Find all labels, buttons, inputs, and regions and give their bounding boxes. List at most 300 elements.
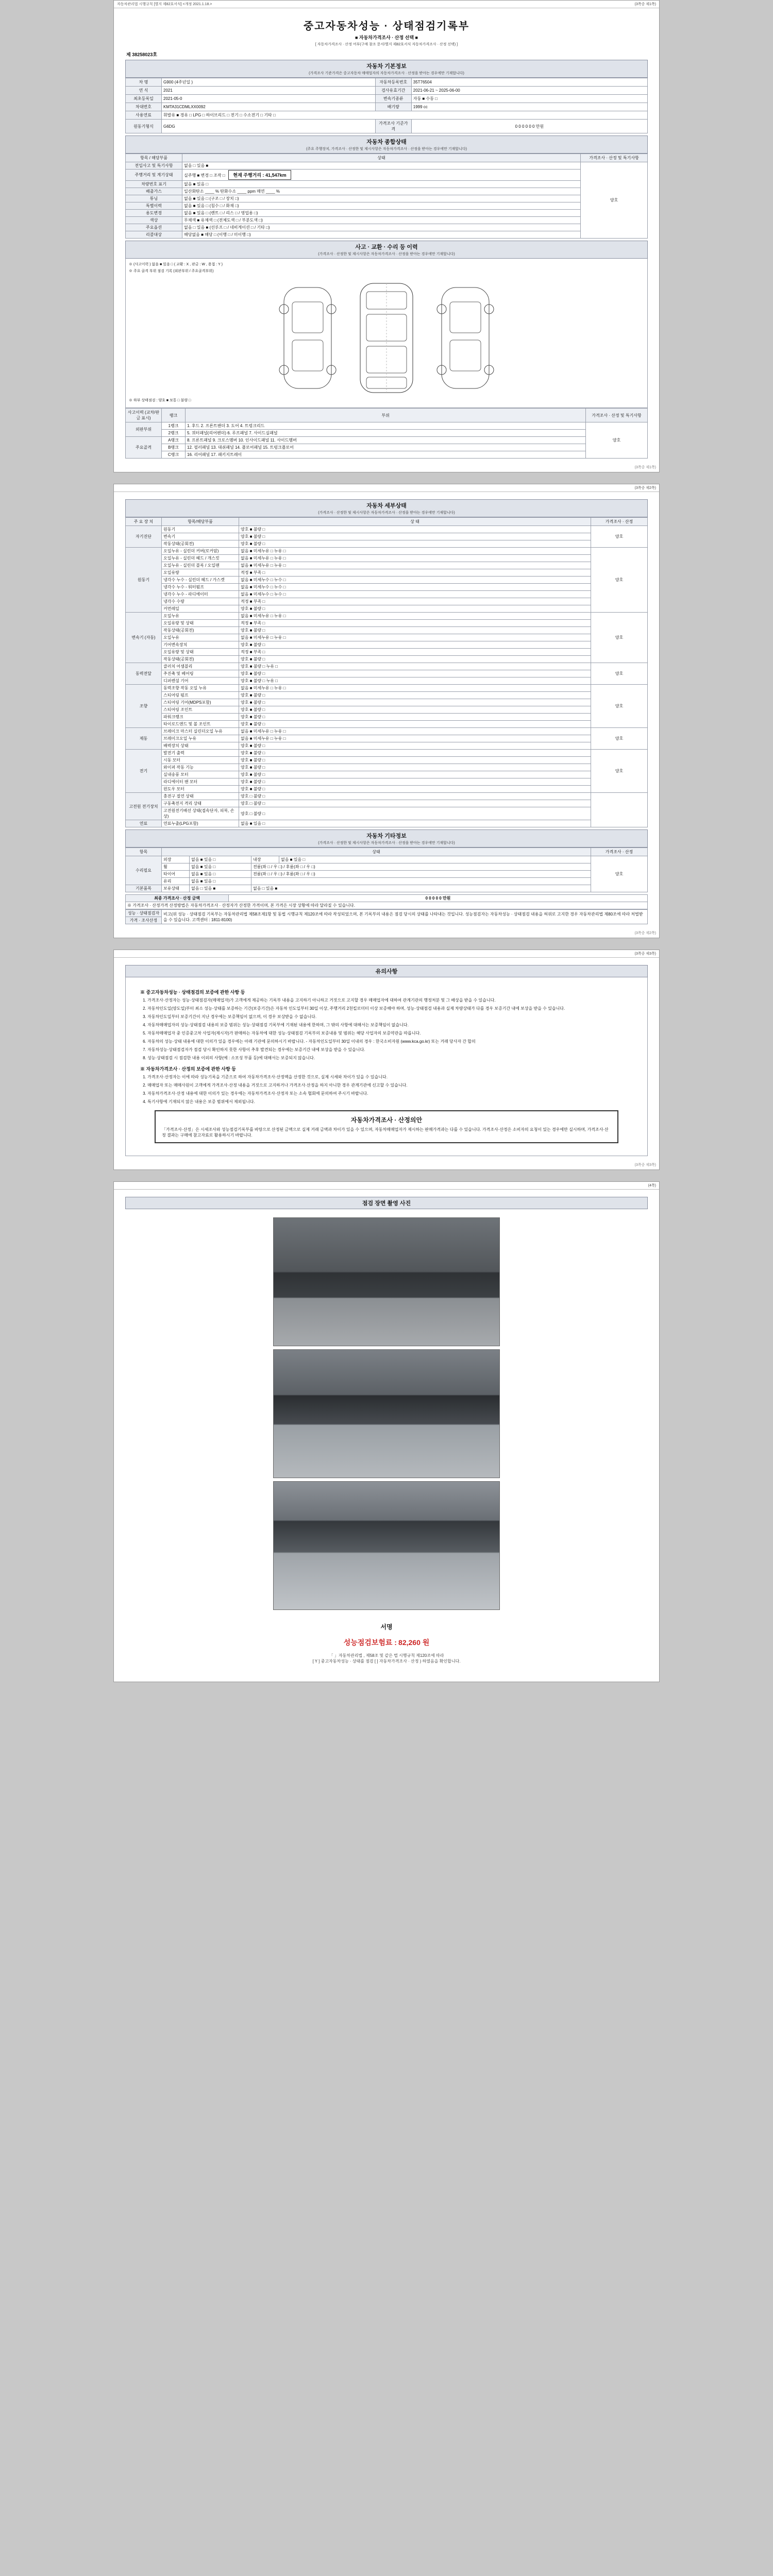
item-state: 없음 ■ 미세누유 □ 누유 □ [239,548,591,555]
group-standard-items: 기본품목 [126,885,162,892]
item-label: 스티어링 기어(MDPS포함) [162,699,239,706]
item-label: 냉각수 누수 - 라디에이터 [162,591,239,598]
list-item: 4. 특기사항에 기재되지 않은 내용은 보증 범위에서 제외됩니다. [147,1099,634,1105]
item-state: 양호 □ 불량 □ [239,793,591,800]
etc-item-state2: 없음 ■ 있음 □ [279,856,591,863]
diagram-legend-3: ※ 하부 상태점검 : 양호 ■ 보통 □ 불량 □ [129,399,191,402]
label-year: 연 식 [126,87,162,95]
row-value-special-history: 없음 ■ 있음 □ (침수 □ / 화재 □) [182,202,581,210]
section-accident-title: 사고 · 교환 · 수리 등 이력 [355,244,418,250]
item-state: 양호 ■ 불량 □ [239,656,591,663]
table-row [126,714,648,721]
table-row [126,627,648,634]
item-label: 작동상태(공회전) [162,627,239,634]
etc-item-label: 휠 [162,863,190,871]
etc-item-label2: 내장 [251,856,279,863]
etc-item-label: 외장 [162,856,190,863]
table-row [126,735,648,742]
item-label: 배력장치 상태 [162,742,239,750]
table-row [126,620,648,627]
item-label: 충전구 절연 상태 [162,793,239,800]
accident-diagram [125,259,648,408]
label-inspection-period: 검사유효기간 [375,87,411,95]
value-car-name: G900 (4주년일 ) [162,78,376,87]
page2-topbar [114,484,659,492]
table-row [126,111,648,120]
table-row [126,778,648,786]
insurance-fee-value: 82,260 원 [398,1638,430,1647]
table-row [126,562,648,569]
diagram-legend-1: ※ (사고이력 ) 없음 ■ 있음 □ ( 교환 : X , 판금 : W , 용접 : Y ) [129,263,223,266]
item-state: 양호 ■ 불량 □ [239,764,591,771]
list-item: 2. 자동차인도일(양도일)부터 최소 성능·상태를 보증하는 기간(보증기간)은 자동차 인도일부터 30일 이상, 주행거리 2천킬로미터 이상 보증해야 하며, 성능·상태점검 내용과 실제 차량상태가 다를 경우 보증기간 내에 보상을 받을 수 있습니다. [147,1006,634,1012]
table-row [126,605,648,613]
item-state: 적정 ■ 부족 □ [239,649,591,656]
table-row [126,750,648,757]
list-item: 1. 가격조사·산정자는 성능·상태점검자(매매업자)가 고객에게 제공하는 기록부 내용을 고지하기 아니하고 거짓으로 고지할 경우 매매업자에 대하여 관계기관의 행정처분 및 그 배상을 받을 수 있습니다. [147,997,634,1004]
label-displacement: 배기량 [375,103,411,111]
row-label-vin-mark: 차량번호 표기 [126,181,182,188]
item-label: 오일유량 [162,569,239,577]
item-state: 양호 ■ 불량 □ [239,757,591,764]
parts-rank-a: 8. 프론트패널 9. 크로스멤버 10. 인사이드패널 11. 사이드멤버 [186,437,586,444]
group-note-brake: 양호 [591,728,648,750]
page2-footer-mark: (3쪽중 제2쪽) [634,931,656,935]
value-transmission: 자동 ■ 수동 □ [411,95,647,103]
page2-left [117,486,118,490]
etc-table [125,848,648,892]
section-overall-note: (주요 주행장치, 가격조사 · 산정한 및 제시사항은 자동차가격조사 · 산정을 받아는 경우에만 기재합니다) [306,147,467,151]
page4-number: (4쪽) [648,1184,656,1188]
rank-b: B랭크 [162,444,186,451]
row-value-mileage [182,170,581,181]
sign-label-price: 가격 · 조사산정 [126,917,162,924]
etc-item-state: 없음 ■ 있음 □ [190,863,251,871]
overall-note-value: 양호 [581,162,648,239]
price-warning-body: 「가격조사·산정」은 시세조사와 성능점검기록부를 바탕으로 산정된 금액으로 실제 거래 금액과 차이가 있을 수 있으며, 자동차매매업자가 제시하는 판매가격과는 다를 수 있습니다. 가격조사·산정은 소비자의 요청이 있는 경우에만 실시하며, 가격조사·산정 결과는 구매에 참고자료로 활용하시기 바랍니다. [162,1127,609,1138]
table-header-row [126,518,648,526]
page4-topbar [114,1182,659,1190]
mileage-value: 현재 주행거리 : 41,547km [228,170,291,180]
item-label: 시동 모터 [162,757,239,764]
etc-item-label: 유리 [162,878,190,885]
car-side-left-diagram [277,278,339,397]
item-label: 오일누유 - 실린더 블록 / 오일팬 [162,562,239,569]
col-state: 상태 [182,154,581,162]
item-state: 양호 ■ 불량 □ 누유 □ [239,663,591,670]
item-state: 양호 ■ 불량 □ [239,605,591,613]
etc-item-label: 타이어 [162,871,190,878]
row-value-color: 무채색 ■ 유채색 □ (전체도색 □ / 부분도색 □) [182,217,581,224]
item-state: 없음 ■ 미세누유 □ 누유 □ [239,634,591,641]
item-state: 양호 ■ 불량 □ [239,540,591,548]
row-value-accident: 없음 □ 있음 ■ [182,162,581,170]
col-parts: 부위 [186,409,586,422]
document-sub-note: [ 자동차가격조사 · 산정 여부(구매 참조 문서/별지 제82호서식 자동차가격조사 · 산정 선택) ] [315,43,458,46]
table-row [126,895,648,902]
parts-rank-c: 16. 리어패널 17. 패키지트레이 [186,451,586,459]
item-state: 양호 ■ 불량 □ [239,670,591,677]
table-row [126,569,648,577]
page1-footer-mark: (3쪽중 제1쪽) [634,466,656,469]
table-header-row [126,409,648,422]
rank-1: 1랭크 [162,422,186,430]
item-state: 양호 ■ 불량 □ [239,627,591,634]
label-vin: 차대번호 [126,103,162,111]
etc-item-state: 없음 □ 있음 ■ [190,885,251,892]
table-row [126,634,648,641]
list-item: 7. 자동차성능·상태점검자가 점검 당시 확인하지 못한 사항이 추후 발견되는 경우에는 보증기간 내에 보상을 받을 수 있습니다. [147,1047,634,1053]
value-first-reg: 2021-05-0 [162,95,376,103]
table-row [126,771,648,778]
sign-label-performance: 성능 · 상태점검자 [126,910,162,917]
list-item: 2. 매매업자 또는 매매사원이 고객에게 가격조사·산정 내용을 거짓으로 고지하거나 가격조사·산정을 하지 아니한 경우 관계기관에 신고할 수 있습니다. [147,1082,634,1089]
insurance-fee-label: 성능점검보험료 : [343,1638,397,1647]
label-car-name: 차 명 [126,78,162,87]
table-row [126,613,648,620]
col-main-device: 주 요 장 치 [126,518,162,526]
notice-list-2 [139,1074,634,1105]
photo-gallery [125,1209,648,1618]
group-self-diagnosis: 자기진단 [126,526,162,548]
diagram-legend-2: ※ 주요 골격 부위 점검 기록 (외판부위 / 주요골격부위) [129,269,214,273]
damage-rank-table [125,408,648,459]
table-header-row [126,154,648,162]
price-summary-table [125,894,648,909]
table-row [126,885,648,892]
section-detail-note: (가격조사 · 산정한 및 제시사항은 자동차가격조사 · 산정을 받아는 경우에만 기재합니다) [318,511,455,515]
item-state: 양호 ■ 불량 □ [239,786,591,793]
signature-table [125,909,648,924]
page-1 [113,0,660,472]
page4-left [117,1184,118,1188]
rank-a: A랭크 [162,437,186,444]
col-detail-note: 가격조사 · 산정 [591,518,648,526]
group-outer-panel: 외판부위 [126,422,162,437]
item-state: 양호 ■ 불량 □ [239,721,591,728]
group-fuel: 연료 [126,820,162,827]
sign-statement: 비고(위 성능 · 상태점검 기록부는 자동차관리법 제58조제1항 및 동법 시행규칙 제120조에 따라 작성되었으며, 본 기록부의 내용은 점검 당시의 상태를 나타내는 것입니다. 성능점검자는 자동차성능 · 상태점검 내용을 허위로 고지한 경우 자동차관리법 제80조에 따라 처벌받을 수 있습니다. 고객센터 : 1811-8100) [162,910,648,924]
table-row [126,584,648,591]
row-label-recall: 리콜대상 [126,231,182,239]
row-value-usage-change: 없음 ■ 있음 □ (렌트 □ / 리스 □ / 영업용 □) [182,210,581,217]
item-state: 적정 ■ 부족 □ [239,569,591,577]
group-transmission: 변속기 (자동) [126,613,162,663]
table-row [126,451,648,459]
table-row [126,188,648,195]
table-row [126,224,648,231]
col-etc-note: 가격조사 · 산정 [591,848,648,856]
section-etc-note: (가격조사 · 산정한 및 제시사항은 자동차가격조사 · 산정을 받아는 경우에만 기재합니다) [318,841,455,845]
table-row [126,120,648,133]
table-row [126,728,648,735]
item-label: 오일유량 및 상태 [162,649,239,656]
car-top-diagram [343,278,430,397]
page-topbar [114,1,659,8]
group-note-steering: 양호 [591,685,648,728]
item-state: 없음 ■ 미세누유 □ 누유 □ [239,613,591,620]
page3-number: (3쪽중 제3쪽) [634,952,656,956]
item-label: 오일누유 [162,634,239,641]
parts-rank-2: 5. 쿼터패널(리어펜더) 6. 루프패널 7. 사이드실패널 [186,430,586,437]
inspection-photo-rear [273,1481,500,1610]
notice-group-2-title: ※ 자동차가격조사 · 산정의 보증에 관한 사항 등 [140,1066,236,1072]
footer-line-1: 「 」자동차관리법 , 제58조 및 같은 법 시행규칙 제120조에 따라 [329,1653,444,1658]
item-label: 오일누유 [162,613,239,620]
page-3 [113,950,660,1170]
page3-topbar [114,950,659,958]
etc-item-state2 [251,878,591,885]
table-row [126,663,648,670]
page-4 [113,1181,660,1682]
table-row [126,591,648,598]
item-state: 없음 ■ 미세누유 □ 누유 □ [239,685,591,692]
item-label: 타이로드엔드 및 볼 조인트 [162,721,239,728]
section-basic-info [125,60,648,78]
table-row [126,195,648,202]
value-inspection-period: 2021-06-21 ~ 2025-06-00 [411,87,647,95]
section-overall [125,135,648,154]
rank-c: C랭크 [162,451,186,459]
table-row [126,217,648,224]
section-etc [125,829,648,848]
group-engine: 원동기 [126,548,162,613]
final-price-label: 최종 가격조사 · 산정 금액 [126,895,229,902]
item-state: 없음 ■ 미세누수 □ 누수 □ [239,577,591,584]
item-state: 양호 ■ 불량 □ [239,714,591,721]
row-label-options: 주요옵션 [126,224,182,231]
table-row [126,685,648,692]
price-warning-box [155,1110,618,1143]
row-label-tuning: 튜닝 [126,195,182,202]
value-displacement: 1999 cc [411,103,647,111]
item-state: 양호 ■ 불량 □ [239,692,591,699]
col-condition: 상 태 [239,518,591,526]
table-row [126,742,648,750]
item-state: 없음 ■ 미세누유 □ 누유 □ [239,728,591,735]
notice-list-1 [139,997,634,1061]
car-diagram-figure [129,275,644,398]
table-row [126,649,648,656]
table-row [126,670,648,677]
table-row [126,170,648,181]
table-row [126,210,648,217]
mileage-state: 실주행 ■ 변경 □ 조작 □ [184,173,225,178]
table-row [126,181,648,188]
item-state: 없음 ■ 미세누유 □ 누유 □ [239,562,591,569]
item-label: 디퍼렌셜 기어 [162,677,239,685]
group-power-transfer: 동력전달 [126,663,162,685]
item-label: 추진축 및 베어링 [162,670,239,677]
table-header-row [126,848,648,856]
item-state: 양호 ■ 불량 □ [239,526,591,533]
group-frame: 주요골격 [126,437,162,459]
overall-table [125,154,648,239]
form-reference: 자동차관리법 시행규칙 [별지 제82호서식] <개정 2021.1.18.> [117,3,212,6]
final-price-note: ※ 가격조사 · 산정가격 산정방법은 자동차가격조사 · 산정자가 산정한 가격이며, 본 가격은 시장 상황에 따라 달라질 수 있습니다. [126,902,648,909]
table-row [126,692,648,699]
table-row [126,641,648,649]
row-label-color: 색상 [126,217,182,224]
item-state: 없음 ■ 미세누유 □ 누유 □ [239,735,591,742]
list-item: 6. 자동차의 성능·상태 내용에 대한 이의가 있을 경우에는 아래 기관에 문의하시기 바랍니다. - 자동차인도일부터 30일 이내의 경우 : 한국소비자원 (www.kca.go.kr) 또는 거래 당사자 간 합의 [147,1039,634,1045]
item-label: 오일누유 - 실린더 헤드 / 개스킷 [162,555,239,562]
table-row [126,800,648,807]
col-rank: 랭크 [162,409,186,422]
section-detail [125,499,648,517]
item-label: 오일유량 및 상태 [162,620,239,627]
item-label: 파워크랭크 [162,714,239,721]
col-etc-item: 항목 [126,848,162,856]
col-sub-item: 항목/해당부품 [162,518,239,526]
list-item: 1. 가격조사·산정자는 이에 따라 성능기록을 기준으로 하여 자동차가격조사·산정액을 산정한 것으로, 실제 시세와 차이가 있을 수 있습니다. [147,1074,634,1080]
item-label: 냉각수 누수 - 실린더 헤드 / 가스켓 [162,577,239,584]
label-fuel: 사용연료 [126,111,162,120]
item-state: 없음 ■ 미세누유 □ 누유 □ [239,555,591,562]
item-label: 스티어링 펌프 [162,692,239,699]
row-label-mileage: 주행거리 및 계기상태 [126,170,182,181]
item-state: 적정 ■ 부족 □ [239,598,591,605]
row-value-tuning: 없음 ■ 있음 □ (구조 □ / 장치 □) [182,195,581,202]
item-label: 스티어링 조인트 [162,706,239,714]
section-etc-title: 자동차 기타정보 [366,833,407,839]
signature-section [125,1618,648,1668]
item-label: 변속기 [162,533,239,540]
table-row [126,902,648,909]
value-engine-type: G6DG [162,120,376,133]
item-label: 작동상태(공회전) [162,656,239,663]
table-row [126,721,648,728]
etc-item-state2: 없음 □ 있음 ■ [251,885,591,892]
item-label: 라디에이터 팬 모터 [162,778,239,786]
list-item: 3. 자동차가격조사·산정 내용에 대한 이의가 있는 경우에는 자동차가격조사·산정자 또는 소속 협회에 문의하여 주시기 바랍니다. [147,1091,634,1097]
item-label: 기어변속장치 [162,641,239,649]
item-state: 양호 ■ 불량 □ [239,750,591,757]
signature-title: 서명 [380,1623,393,1631]
table-row [126,437,648,444]
item-state: 양호 ■ 불량 □ [239,533,591,540]
table-row [126,820,648,827]
col-etc-state: 상태 [162,848,591,856]
table-row [126,757,648,764]
basic-info-table [125,78,648,133]
item-label: 브레이크 마스터 실린더오일 누유 [162,728,239,735]
table-row [126,430,648,437]
table-row [126,656,648,663]
table-row [126,807,648,820]
item-label: 원동기 [162,526,239,533]
row-value-emission: 일산화탄소 ____ % 탄화수소 ____ ppm 매연 ____ % [182,188,581,195]
label-plate: 자동차등록번호 [375,78,411,87]
row-label-usage-change: 용도변경 [126,210,182,217]
table-row [126,598,648,605]
group-high-voltage: 고전원 전기장치 [126,793,162,820]
item-label: 연료누출(LPG포함) [162,820,239,827]
table-row [126,555,648,562]
section-accident [125,241,648,259]
item-label: 윈도우 모터 [162,786,239,793]
item-state: 양호 □ 불량 □ [239,800,591,807]
item-label: 브레이크오일 누유 [162,735,239,742]
col-part-group: 사고이력 (교차/판금 표시) [126,409,162,422]
final-price-value: 0 0 0 0 0 만원 [229,895,648,902]
table-row [126,863,648,871]
value-fuel: 휘발유 ■ 경유 □ LPG □ 하이브리드 □ 전기 □ 수소전기 □ 기타 □ [162,111,648,120]
item-state: 양호 ■ 불량 □ [239,778,591,786]
etc-item-label: 보유상태 [162,885,190,892]
inspection-photo-front [273,1217,500,1346]
item-state: 양호 ■ 불량 □ [239,771,591,778]
value-year: 2021 [162,87,376,95]
item-label: 오일누유 - 실린더 커버(로커암) [162,548,239,555]
item-state: 양호 ■ 불량 □ [239,742,591,750]
value-price-standard: 0 0 0 0 0 0 만원 [411,120,647,133]
page-title: 중고자동차성능 · 상태점검기록부 [303,21,470,32]
parts-rank-b: 12. 필러패널 13. 대쉬패널 14. 플로어패널 15. 트렁크플로어 [186,444,586,451]
table-row [126,422,648,430]
table-row [126,95,648,103]
section-accident-note: (가격조사 · 산정한 및 제시사항은 자동차가격조사 · 산정을 받아는 경우에만 기재합니다) [318,252,455,256]
item-state: 없음 ■ 미세누수 □ 누수 □ [239,584,591,591]
accident-note-value: 양호 [586,422,648,459]
item-label: 구동축전지 격리 상태 [162,800,239,807]
group-electric: 전기 [126,750,162,793]
row-label-accident: 전입사고 및 특기사항 [126,162,182,170]
row-value-recall: 해당없음 ■ 해당 □ (이행 □ / 미이행 □) [182,231,581,239]
item-label: 냉각수 수량 [162,598,239,605]
label-engine-type: 원동기형식 [126,120,162,133]
item-state: 양호 ■ 불량 □ [239,706,591,714]
row-value-options: 없음 □ 있음 ■ (선루프 □ / 네비게이션 □ / 기타 □) [182,224,581,231]
section-notice [125,965,648,977]
item-label: 커먼레일 [162,605,239,613]
table-row [126,764,648,771]
table-row [126,162,648,170]
table-row [126,202,648,210]
page-2 [113,484,660,938]
notice-group-1-title: ※ 중고자동차성능 · 상태점검의 보증에 관한 사항 등 [140,990,245,995]
car-side-right-diagram [434,278,496,397]
etc-item-state: 없음 ■ 있음 □ [190,871,251,878]
item-state: 양호 □ 불량 □ [239,807,591,820]
table-row [126,103,648,111]
value-plate: 35T76504 [411,78,647,87]
table-row [126,910,648,917]
section-detail-title: 자동차 세부상태 [366,503,407,509]
table-row [126,540,648,548]
value-vin: KMTA31CDMLXX0092 [162,103,376,111]
label-transmission: 변속기종류 [375,95,411,103]
label-price-standard: 가격조사 기준가격 [375,120,411,133]
table-row [126,878,648,885]
item-label: 고전원전기배선 상태(접속단자, 피복, 손상) [162,807,239,820]
table-row [126,677,648,685]
table-row [126,526,648,533]
table-row [126,231,648,239]
table-row [126,793,648,800]
item-label: 클러치 어셈블리 [162,663,239,670]
table-row [126,78,648,87]
table-row [126,706,648,714]
page3-left [117,952,118,956]
section-photos [125,1197,648,1209]
page-number: (3쪽중 제1쪽) [634,3,656,6]
item-state: 적정 ■ 부족 □ [239,620,591,627]
rank-2: 2랭크 [162,430,186,437]
col-accident-note: 가격조사 · 산정 및 특기사항 [586,409,648,422]
table-row [126,871,648,878]
group-note-engine: 양호 [591,548,648,613]
